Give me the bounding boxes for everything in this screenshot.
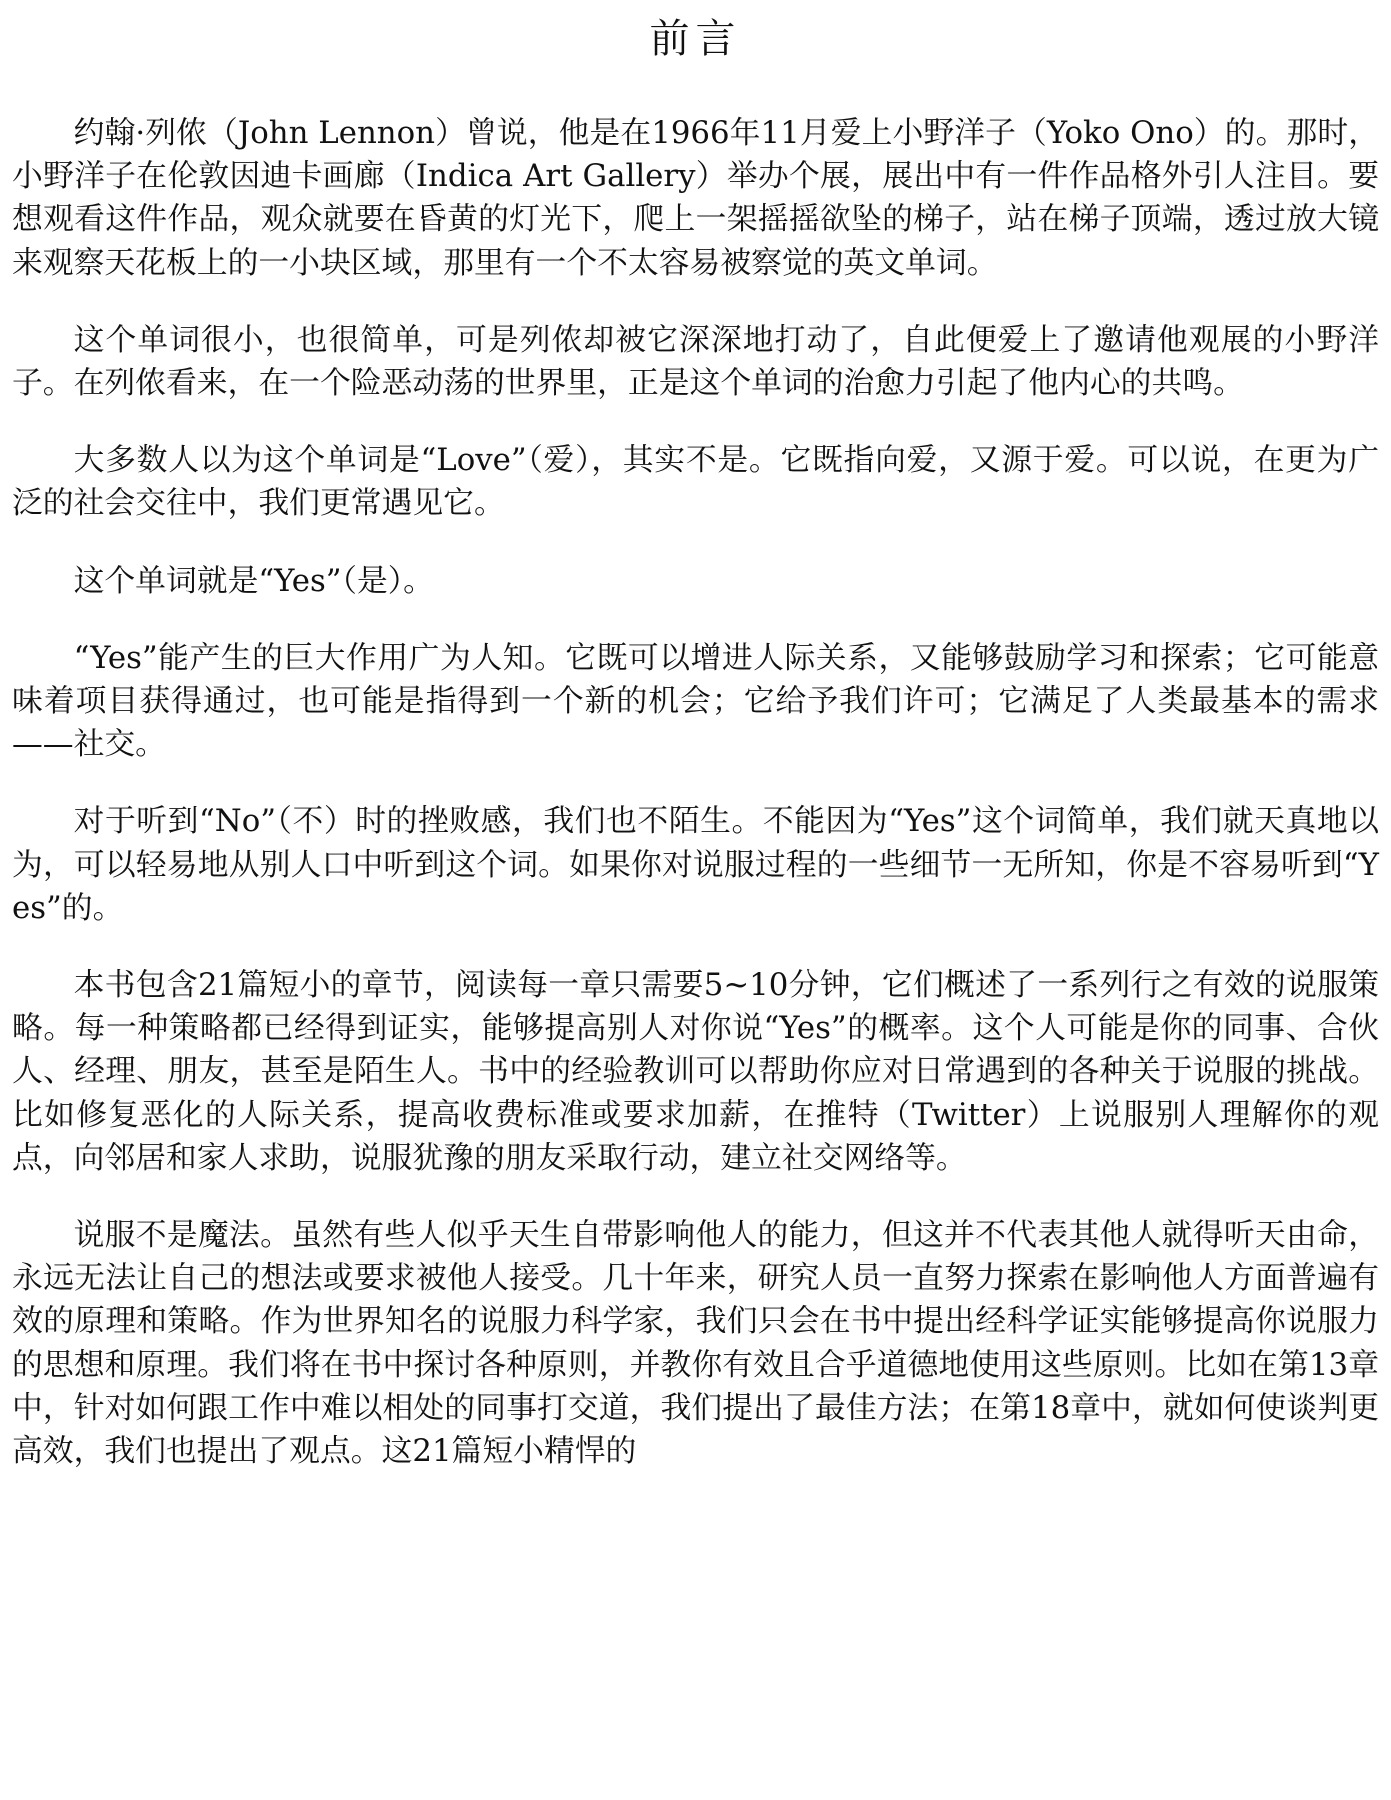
paragraph-4: 这个单词就是“Yes”（是）。 [73,562,434,599]
paragraph-5: “Yes”能产生的巨大作用广为人知。它既可以增进人际关系，又能够鼓励学习和探索；它可能意味着项目获得通过，也可能是指得到一个新的机会；它给予我们许可；它满足了人类最基本的需求——社交。 [12,639,1379,763]
page-title: 前言 [649,16,742,62]
paragraph-8: 说服不是魔法。虽然有些人似乎天生自带影响他人的能力，但这并不代表其他人就得听天由命，永远无法让自己的想法或要求被他人接受。几十年来，研究人员一直努力探索在影响他人方面普遍有效的原理和策略。作为世界知名的说服力科学家，我们只会在书中提出经科学证实能够提高你说服力的思想和原理。我们将在书中探讨各种原则，并教你有效且合乎道德地使用这些原则。比如在第13章中，针对如何跟工作中难以相处的同事打交道，我们提出了最佳方法；在第18章中，就如何使谈判更高效，我们也提出了观点。这21篇短小精悍的 [12,1217,1379,1470]
paragraph-3: 大多数人以为这个单词是“Love”（爱），其实不是。它既指向爱，又源于爱。可以说，在更为广泛的社会交往中，我们更常遇见它。 [12,442,1379,522]
paragraph-1: 约翰·列侬（John Lennon）曾说，他是在1966年11月爱上小野洋子（Yoko Ono）的。那时，小野洋子在伦敦因迪卡画廊（Indica Art Gallery）举办个展，展出中有一件作品格外引人注目。要想观看这件作品，观众就要在昏黄的灯光下，爬上一架摇摇欲坠的梯子，站在梯子顶端，透过放大镜来观察天花板上的一小块区域，那里有一个不太容易被察觉的英文单词。 [12,115,1379,281]
paragraph-6: 对于听到“No”（不）时的挫败感，我们也不陌生。不能因为“Yes”这个词简单，我们就天真地以为，可以轻易地从别人口中听到这个词。如果你对说服过程的一些细节一无所知，你是不容易听到“Yes”的。 [12,803,1379,926]
paragraph-7: 本书包含21篇短小的章节，阅读每一章只需要5~10分钟，它们概述了一系列行之有效的说服策略。每一种策略都已经得到证实，能够提高别人对你说“Yes”的概率。这个人可能是你的同事、合伙人、经理、朋友，甚至是陌生人。书中的经验教训可以帮助你应对日常遇到的各种关于说服的挑战。比如修复恶化的人际关系，提高收费标准或要求加薪，在推特（Twitter）上说服别人理解你的观点，向邻居和家人求助，说服犹豫的朋友采取行动，建立社交网络等。 [12,967,1379,1176]
paragraph-2: 这个单词很小，也很简单，可是列侬却被它深深地打动了，自此便爱上了邀请他观展的小野洋子。在列侬看来，在一个险恶动荡的世界里，正是这个单词的治愈力引起了他内心的共鸣。 [12,321,1379,402]
